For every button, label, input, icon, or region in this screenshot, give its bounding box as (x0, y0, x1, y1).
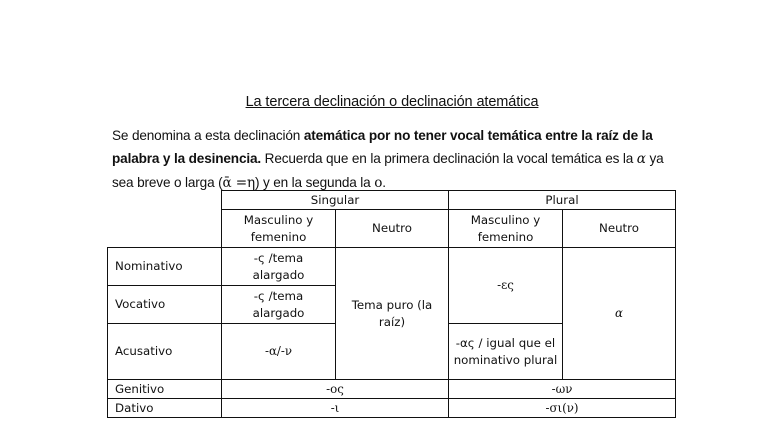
acusativo-plural-masc-fem: -ας / igual que el nominativo plural (449, 324, 563, 380)
intro-text-4: ) y en la segunda la (254, 175, 375, 190)
table-row-dativo (108, 399, 676, 418)
case-label-vocativo: Vocativo (108, 286, 222, 324)
corner-blank-cell (108, 191, 222, 248)
alpha-long-letter: ᾱ (222, 175, 232, 191)
dativo-singular: -ι (222, 399, 449, 418)
plural-masc-fem-nom-voc: -ες (449, 248, 563, 324)
case-label-nominativo: Nominativo (108, 248, 222, 286)
header-row-number (108, 191, 676, 210)
eta-equivalence: =η (231, 175, 255, 191)
intro-paragraph (112, 124, 682, 195)
intro-text-5: . (382, 175, 386, 190)
declension-table (107, 190, 676, 418)
vocativo-singular-masc-fem: -ς /tema alargado (222, 286, 336, 324)
case-label-genitivo: Genitivo (108, 380, 222, 399)
plural-neutro-nom-voc-acu: α (563, 248, 676, 380)
plural-neutro-header: Neutro (563, 210, 676, 248)
dativo-plural: -σι(ν) (449, 399, 676, 418)
page-title: La tercera declinación o declinación atemática (245, 94, 539, 110)
genitivo-plural: -ων (449, 380, 676, 399)
alpha-letter: α (636, 151, 646, 167)
case-label-dativo: Dativo (108, 399, 222, 418)
table-row-genitivo (108, 380, 676, 399)
singular-neutro-header: Neutro (336, 210, 449, 248)
nominativo-singular-masc-fem: -ς /tema alargado (222, 248, 336, 286)
genitivo-singular: -ος (222, 380, 449, 399)
acusativo-singular-masc-fem: -α/-ν (222, 324, 336, 380)
plural-masc-fem-header: Masculino y femenino (449, 210, 563, 248)
intro-text-3: ya sea breve o larga ( (112, 151, 664, 190)
intro-text-1: Se denomina a esta declinación (112, 128, 304, 143)
singular-neutro-nom-voc-acu: Tema puro (la raíz) (336, 248, 449, 380)
plural-header: Plural (449, 191, 676, 210)
intro-text-2: Recuerda que en la primera declinación la vocal temática es la (261, 151, 637, 166)
singular-header: Singular (222, 191, 449, 210)
singular-masc-fem-header: Masculino y femenino (222, 210, 336, 248)
case-label-acusativo: Acusativo (108, 324, 222, 380)
intro-bold-definition: atemática por no tener vocal temática entre la raíz de la palabra y la desinencia. (112, 128, 653, 166)
omicron-letter: ο (374, 175, 383, 191)
table-row-nominativo (108, 248, 676, 286)
